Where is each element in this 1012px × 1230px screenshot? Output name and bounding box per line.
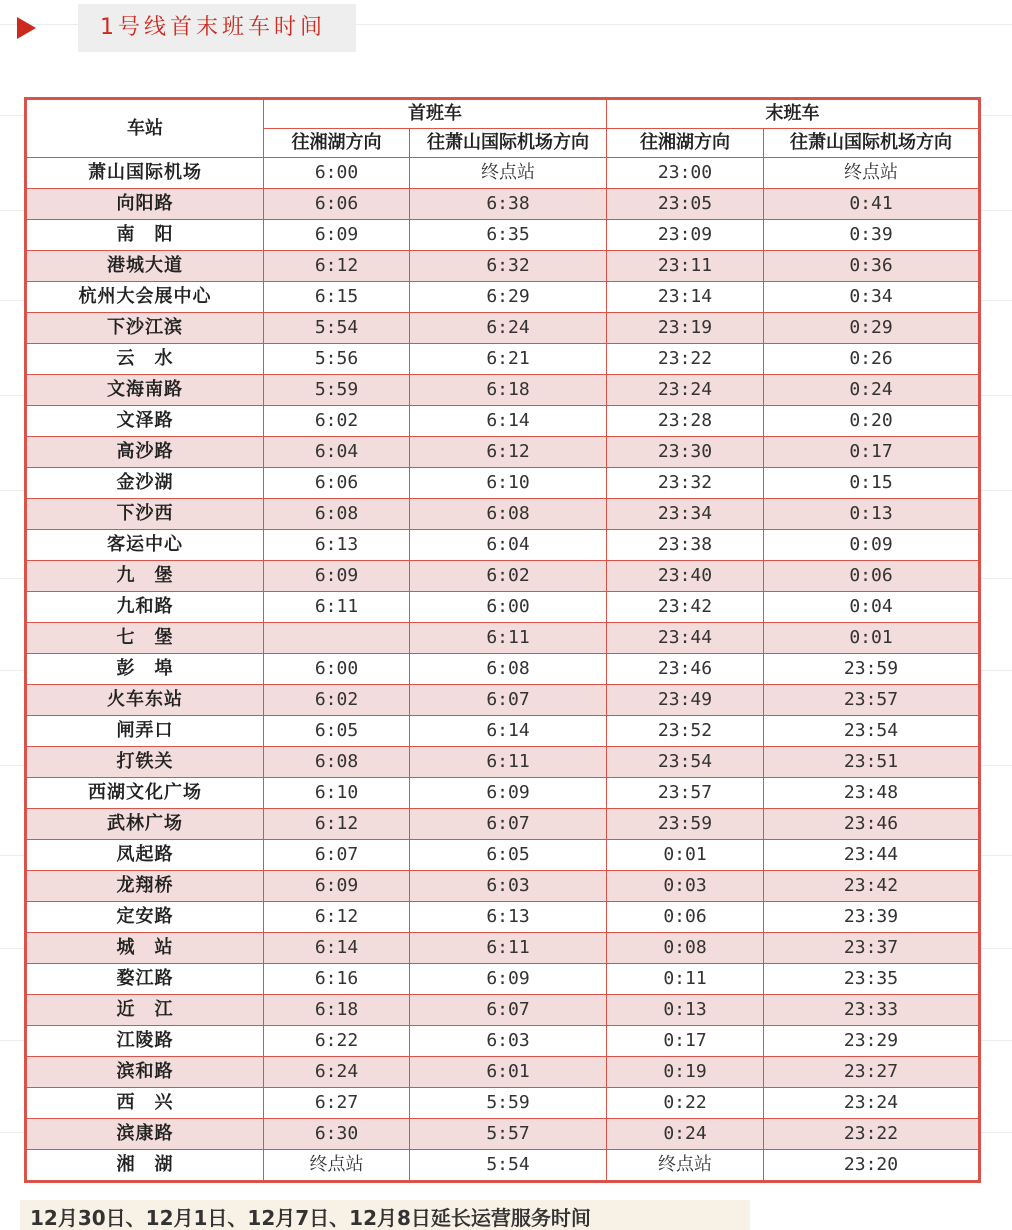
time-cell-last-xh: 0:22 xyxy=(607,1088,764,1119)
table-row xyxy=(27,344,979,375)
time-cell-last-ap: 0:24 xyxy=(764,375,979,406)
station-name-cell: 萧山国际机场 xyxy=(27,158,264,189)
time-cell-last-xh: 0:24 xyxy=(607,1119,764,1150)
station-name-cell: 文海南路 xyxy=(27,375,264,406)
time-cell-first-xh: 6:12 xyxy=(264,251,410,282)
time-cell-first-ap: 6:13 xyxy=(410,902,607,933)
time-cell-last-ap: 23:42 xyxy=(764,871,979,902)
time-cell-last-ap: 23:37 xyxy=(764,933,979,964)
time-cell-last-ap: 0:34 xyxy=(764,282,979,313)
time-cell-last-xh: 0:03 xyxy=(607,871,764,902)
time-cell-last-xh: 0:19 xyxy=(607,1057,764,1088)
time-cell-first-xh: 6:02 xyxy=(264,685,410,716)
station-name-cell: 九和路 xyxy=(27,592,264,623)
table-row xyxy=(27,189,979,220)
table-row xyxy=(27,592,979,623)
time-cell-last-xh: 23:00 xyxy=(607,158,764,189)
table-row xyxy=(27,1119,979,1150)
time-cell-last-xh: 0:01 xyxy=(607,840,764,871)
time-cell-first-xh: 6:05 xyxy=(264,716,410,747)
station-name-cell: 西 兴 xyxy=(27,1088,264,1119)
station-name-cell: 杭州大会展中心 xyxy=(27,282,264,313)
time-cell-first-ap: 6:00 xyxy=(410,592,607,623)
time-cell-first-xh: 6:12 xyxy=(264,809,410,840)
timetable xyxy=(24,97,981,1183)
time-cell-first-ap: 5:57 xyxy=(410,1119,607,1150)
first-dir-airport-header: 往萧山国际机场方向 xyxy=(410,129,607,158)
time-cell-last-xh: 23:32 xyxy=(607,468,764,499)
time-cell-last-ap: 0:29 xyxy=(764,313,979,344)
time-cell-first-ap: 6:08 xyxy=(410,654,607,685)
time-cell-first-xh: 6:02 xyxy=(264,406,410,437)
time-cell-first-ap: 6:11 xyxy=(410,623,607,654)
time-cell-first-ap: 6:24 xyxy=(410,313,607,344)
time-cell-last-ap: 23:33 xyxy=(764,995,979,1026)
time-cell-first-xh: 6:11 xyxy=(264,592,410,623)
table-row xyxy=(27,437,979,468)
table-row xyxy=(27,251,979,282)
time-cell-first-xh: 6:15 xyxy=(264,282,410,313)
station-name-cell: 港城大道 xyxy=(27,251,264,282)
table-row xyxy=(27,282,979,313)
time-cell-first-xh: 6:18 xyxy=(264,995,410,1026)
time-cell-last-xh: 23:22 xyxy=(607,344,764,375)
station-name-cell: 江陵路 xyxy=(27,1026,264,1057)
time-cell-last-ap: 0:04 xyxy=(764,592,979,623)
station-name-cell: 客运中心 xyxy=(27,530,264,561)
table-row xyxy=(27,530,979,561)
table-row xyxy=(27,1026,979,1057)
table-row xyxy=(27,995,979,1026)
station-name-cell: 七 堡 xyxy=(27,623,264,654)
time-cell-last-xh: 23:49 xyxy=(607,685,764,716)
time-cell-first-ap: 6:07 xyxy=(410,685,607,716)
time-cell-first-ap: 6:03 xyxy=(410,871,607,902)
time-cell-last-ap: 23:54 xyxy=(764,716,979,747)
time-cell-last-xh: 0:11 xyxy=(607,964,764,995)
time-cell-last-ap: 23:39 xyxy=(764,902,979,933)
time-cell-first-ap: 5:54 xyxy=(410,1150,607,1181)
time-cell-first-ap: 6:09 xyxy=(410,964,607,995)
time-cell-last-xh: 23:52 xyxy=(607,716,764,747)
station-name-cell: 云 水 xyxy=(27,344,264,375)
table-row xyxy=(27,375,979,406)
table-row xyxy=(27,220,979,251)
time-cell-first-xh xyxy=(264,623,410,654)
table-row xyxy=(27,1088,979,1119)
time-cell-first-ap: 6:29 xyxy=(410,282,607,313)
time-cell-last-xh: 0:13 xyxy=(607,995,764,1026)
time-cell-last-xh: 23:38 xyxy=(607,530,764,561)
station-name-cell: 凤起路 xyxy=(27,840,264,871)
station-name-cell: 湘 湖 xyxy=(27,1150,264,1181)
play-arrow-icon xyxy=(17,17,36,39)
time-cell-last-xh: 23:28 xyxy=(607,406,764,437)
time-cell-first-ap: 6:05 xyxy=(410,840,607,871)
table-row xyxy=(27,158,979,189)
station-name-cell: 龙翔桥 xyxy=(27,871,264,902)
station-name-cell: 高沙路 xyxy=(27,437,264,468)
time-cell-first-ap: 6:11 xyxy=(410,933,607,964)
time-cell-first-ap: 终点站 xyxy=(410,158,607,189)
table-row xyxy=(27,561,979,592)
time-cell-last-ap: 23:20 xyxy=(764,1150,979,1181)
table-row xyxy=(27,685,979,716)
time-cell-last-xh: 23:44 xyxy=(607,623,764,654)
station-name-cell: 滨康路 xyxy=(27,1119,264,1150)
table-row xyxy=(27,778,979,809)
timetable-body xyxy=(27,158,979,1181)
time-cell-first-ap: 6:03 xyxy=(410,1026,607,1057)
time-cell-first-ap: 6:12 xyxy=(410,437,607,468)
time-cell-first-ap: 6:11 xyxy=(410,747,607,778)
time-cell-last-xh: 23:11 xyxy=(607,251,764,282)
time-cell-first-ap: 6:08 xyxy=(410,499,607,530)
time-cell-first-ap: 6:04 xyxy=(410,530,607,561)
station-name-cell: 文泽路 xyxy=(27,406,264,437)
time-cell-first-xh: 6:00 xyxy=(264,158,410,189)
time-cell-last-ap: 23:44 xyxy=(764,840,979,871)
time-cell-last-xh: 23:34 xyxy=(607,499,764,530)
time-cell-last-ap: 23:24 xyxy=(764,1088,979,1119)
time-cell-first-xh: 6:10 xyxy=(264,778,410,809)
table-row xyxy=(27,1057,979,1088)
time-cell-last-xh: 23:57 xyxy=(607,778,764,809)
time-cell-first-xh: 6:14 xyxy=(264,933,410,964)
time-cell-first-xh: 6:12 xyxy=(264,902,410,933)
section-header xyxy=(0,0,1012,56)
time-cell-last-ap: 0:15 xyxy=(764,468,979,499)
time-cell-first-ap: 6:01 xyxy=(410,1057,607,1088)
time-cell-first-ap: 6:14 xyxy=(410,406,607,437)
time-cell-last-ap: 23:22 xyxy=(764,1119,979,1150)
time-cell-first-xh: 6:09 xyxy=(264,220,410,251)
time-cell-last-xh: 终点站 xyxy=(607,1150,764,1181)
table-row xyxy=(27,871,979,902)
time-cell-last-ap: 23:59 xyxy=(764,654,979,685)
time-cell-last-ap: 23:46 xyxy=(764,809,979,840)
table-row xyxy=(27,716,979,747)
footer-note: 12月30日、12月1日、12月7日、12月8日延长运营服务时间 xyxy=(20,1200,750,1230)
first-train-header: 首班车 xyxy=(264,100,607,129)
time-cell-last-ap: 23:35 xyxy=(764,964,979,995)
station-name-cell: 西湖文化广场 xyxy=(27,778,264,809)
station-name-cell: 近 江 xyxy=(27,995,264,1026)
time-cell-first-ap: 6:07 xyxy=(410,809,607,840)
time-cell-last-ap: 0:13 xyxy=(764,499,979,530)
table-row xyxy=(27,1150,979,1181)
time-cell-last-ap: 23:29 xyxy=(764,1026,979,1057)
first-dir-xianghu-header: 往湘湖方向 xyxy=(264,129,410,158)
last-dir-xianghu-header: 往湘湖方向 xyxy=(607,129,764,158)
time-cell-first-xh: 6:06 xyxy=(264,189,410,220)
station-name-cell: 火车东站 xyxy=(27,685,264,716)
time-cell-last-ap: 0:09 xyxy=(764,530,979,561)
time-cell-last-xh: 0:08 xyxy=(607,933,764,964)
time-cell-first-ap: 5:59 xyxy=(410,1088,607,1119)
time-cell-last-ap: 0:17 xyxy=(764,437,979,468)
time-cell-last-xh: 23:09 xyxy=(607,220,764,251)
time-cell-last-xh: 0:06 xyxy=(607,902,764,933)
time-cell-last-ap: 23:57 xyxy=(764,685,979,716)
time-cell-first-xh: 6:06 xyxy=(264,468,410,499)
time-cell-last-xh: 23:40 xyxy=(607,561,764,592)
time-cell-first-ap: 6:10 xyxy=(410,468,607,499)
time-cell-first-xh: 6:09 xyxy=(264,871,410,902)
time-cell-first-ap: 6:07 xyxy=(410,995,607,1026)
table-row xyxy=(27,406,979,437)
time-cell-last-ap: 23:27 xyxy=(764,1057,979,1088)
table-row xyxy=(27,840,979,871)
station-name-cell: 打铁关 xyxy=(27,747,264,778)
time-cell-last-xh: 23:05 xyxy=(607,189,764,220)
time-cell-first-xh: 5:54 xyxy=(264,313,410,344)
time-cell-first-xh: 6:16 xyxy=(264,964,410,995)
time-cell-first-xh: 6:08 xyxy=(264,747,410,778)
time-cell-first-ap: 6:32 xyxy=(410,251,607,282)
table-row xyxy=(27,747,979,778)
time-cell-first-xh: 6:22 xyxy=(264,1026,410,1057)
time-cell-last-ap: 23:51 xyxy=(764,747,979,778)
station-name-cell: 下沙江滨 xyxy=(27,313,264,344)
time-cell-last-ap: 0:26 xyxy=(764,344,979,375)
time-cell-last-xh: 23:30 xyxy=(607,437,764,468)
section-title: 1号线首末班车时间 xyxy=(78,4,356,52)
time-cell-last-ap: 23:48 xyxy=(764,778,979,809)
time-cell-first-xh: 6:13 xyxy=(264,530,410,561)
time-cell-last-xh: 23:59 xyxy=(607,809,764,840)
time-cell-first-ap: 6:02 xyxy=(410,561,607,592)
station-name-cell: 彭 埠 xyxy=(27,654,264,685)
table-row xyxy=(27,902,979,933)
time-cell-last-xh: 23:19 xyxy=(607,313,764,344)
station-column-header: 车站 xyxy=(27,100,264,158)
station-name-cell: 婺江路 xyxy=(27,964,264,995)
station-name-cell: 下沙西 xyxy=(27,499,264,530)
time-cell-first-ap: 6:14 xyxy=(410,716,607,747)
time-cell-last-ap: 0:20 xyxy=(764,406,979,437)
time-cell-last-xh: 0:17 xyxy=(607,1026,764,1057)
table-row xyxy=(27,654,979,685)
time-cell-last-ap: 0:36 xyxy=(764,251,979,282)
station-name-cell: 城 站 xyxy=(27,933,264,964)
last-dir-airport-header: 往萧山国际机场方向 xyxy=(764,129,979,158)
station-name-cell: 南 阳 xyxy=(27,220,264,251)
time-cell-first-xh: 6:07 xyxy=(264,840,410,871)
time-cell-last-xh: 23:42 xyxy=(607,592,764,623)
table-row xyxy=(27,809,979,840)
time-cell-last-ap: 0:01 xyxy=(764,623,979,654)
last-train-header: 末班车 xyxy=(607,100,979,129)
table-row xyxy=(27,313,979,344)
time-cell-first-xh: 终点站 xyxy=(264,1150,410,1181)
time-cell-first-xh: 6:00 xyxy=(264,654,410,685)
time-cell-first-ap: 6:09 xyxy=(410,778,607,809)
table-row xyxy=(27,964,979,995)
time-cell-last-ap: 0:41 xyxy=(764,189,979,220)
station-name-cell: 定安路 xyxy=(27,902,264,933)
time-cell-last-ap: 0:39 xyxy=(764,220,979,251)
time-cell-first-xh: 6:08 xyxy=(264,499,410,530)
time-cell-first-xh: 6:04 xyxy=(264,437,410,468)
time-cell-first-ap: 6:35 xyxy=(410,220,607,251)
time-cell-last-xh: 23:24 xyxy=(607,375,764,406)
time-cell-last-ap: 0:06 xyxy=(764,561,979,592)
table-row xyxy=(27,933,979,964)
time-cell-first-xh: 6:09 xyxy=(264,561,410,592)
time-cell-last-ap: 终点站 xyxy=(764,158,979,189)
time-cell-first-ap: 6:38 xyxy=(410,189,607,220)
time-cell-first-ap: 6:21 xyxy=(410,344,607,375)
time-cell-last-xh: 23:14 xyxy=(607,282,764,313)
time-cell-last-xh: 23:54 xyxy=(607,747,764,778)
table-row xyxy=(27,499,979,530)
station-name-cell: 九 堡 xyxy=(27,561,264,592)
station-name-cell: 金沙湖 xyxy=(27,468,264,499)
time-cell-first-xh: 6:27 xyxy=(264,1088,410,1119)
time-cell-first-xh: 6:30 xyxy=(264,1119,410,1150)
station-name-cell: 向阳路 xyxy=(27,189,264,220)
time-cell-first-ap: 6:18 xyxy=(410,375,607,406)
time-cell-first-xh: 5:56 xyxy=(264,344,410,375)
station-name-cell: 武林广场 xyxy=(27,809,264,840)
table-row xyxy=(27,468,979,499)
table-row xyxy=(27,623,979,654)
station-name-cell: 闸弄口 xyxy=(27,716,264,747)
time-cell-first-xh: 6:24 xyxy=(264,1057,410,1088)
station-name-cell: 滨和路 xyxy=(27,1057,264,1088)
time-cell-first-xh: 5:59 xyxy=(264,375,410,406)
time-cell-last-xh: 23:46 xyxy=(607,654,764,685)
